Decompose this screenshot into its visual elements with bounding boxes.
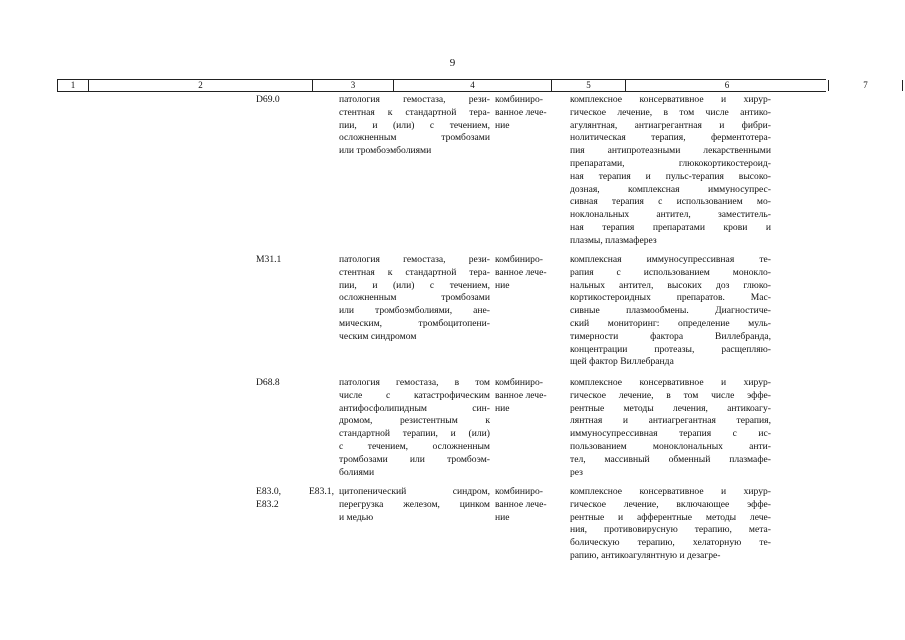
pathology-model-line: стандартной терапии, и (или) [339, 428, 490, 440]
treatment-method-line: комплексное консервативное и хирур- [570, 94, 771, 105]
pathology-model-line: тромбозами или тромбоэм- [339, 453, 490, 465]
treatment-method-line: сивная терапия с использованием мо- [570, 196, 771, 208]
treatment-method-line: плазмы, плазмаферез [570, 234, 657, 246]
treatment-method-line: ский мониторинг: определение муль- [570, 317, 771, 329]
pathology-model-line: мическим, тромбоцитопени- [339, 317, 490, 329]
treatment-method-line: сивные плазмообмены. Диагностиче- [570, 305, 771, 317]
treatment-method-line: нолитическая терапия, ферментотера- [570, 132, 771, 144]
treatment-type-line: ние [495, 279, 510, 291]
column-header-7: 7 [828, 80, 903, 91]
treatment-type-line: ние [495, 511, 510, 523]
pathology-model-line: стентная к стандартной тера- [339, 106, 490, 118]
treatment-method-line: лянтная и антиагрегантная терапия, [570, 415, 771, 427]
pathology-model-line: антифосфолипидным син- [339, 402, 490, 414]
diagnosis-code-line: D68.8 [256, 377, 280, 388]
treatment-method-line: препаратами, глюкокортикостероид- [570, 157, 771, 169]
treatment-method-line: рапия с использованием моноклo- [570, 266, 771, 278]
treatment-method-line: ноклональных антител, заместитель- [570, 209, 771, 221]
treatment-method-line: комплексное консервативное и хирур- [570, 486, 771, 497]
pathology-model-cell [339, 94, 490, 158]
diagnosis-code-line: E83.0, E83.1, [256, 486, 334, 497]
pathology-model-cell [339, 486, 490, 524]
treatment-type-line: комбиниро- [495, 254, 543, 265]
treatment-type-line: ванное лече- [495, 266, 547, 278]
pathology-model-line: пии, и (или) с течением, [339, 119, 490, 131]
pathology-model-line: числе с катастрофическим [339, 389, 490, 401]
pathology-model-line: осложненным тромбозами [339, 292, 490, 304]
pathology-model-line: пии, и (или) с течением, [339, 279, 490, 291]
pathology-model-line: или тромбоэмболиями [339, 145, 432, 157]
treatment-method-line: нальных антител, высоких доз глюко- [570, 279, 771, 291]
treatment-method-line: гическое лечение, включающее эффе- [570, 498, 771, 510]
treatment-type-line: ние [495, 402, 510, 414]
treatment-type-cell [495, 486, 567, 524]
treatment-method-line: гическое лечение, в том числе эффе- [570, 389, 771, 401]
column-header-4: 4 [393, 80, 551, 91]
treatment-type-cell [495, 94, 567, 132]
treatment-method-line: ния, противовирусную терапию, мета- [570, 524, 771, 536]
treatment-method-line: тел, массивный обменный плазмафе- [570, 453, 771, 465]
page-number: 9 [449, 57, 456, 69]
treatment-type-cell [495, 254, 567, 292]
pathology-model-line: болиями [339, 466, 375, 478]
treatment-type-line: комбиниро- [495, 486, 543, 497]
treatment-method-line: тимерности фактора Виллебранда, [570, 330, 771, 342]
treatment-method-line: щей фактор Виллебранда [570, 356, 674, 368]
treatment-method-line: комплексная иммуносупрессивная те- [570, 254, 771, 265]
treatment-method-line: концентрации протеазы, расщепляю- [570, 343, 771, 355]
treatment-method-line: ная терапия препаратами крови и [570, 221, 771, 233]
treatment-type-line: ванное лече- [495, 498, 547, 510]
pathology-model-line: и медью [339, 511, 374, 523]
treatment-type-line: ванное лече- [495, 389, 547, 401]
treatment-method-line: рапию, антикоагулянтную и дезагре- [570, 549, 721, 561]
treatment-method-line: пия антипротеазными лекарственными [570, 145, 771, 157]
pathology-model-line: патология гемостаза, в том [339, 377, 490, 388]
treatment-method-line: агулянтная, антиагрегантная и фибри- [570, 119, 771, 131]
diagnosis-code-cell [256, 377, 334, 390]
pathology-model-line: осложненным тромбозами [339, 132, 490, 144]
treatment-method-line: комплексное консервативное и хирур- [570, 377, 771, 388]
treatment-method-cell [570, 254, 771, 369]
column-header-6: 6 [625, 80, 828, 91]
treatment-type-line: комбиниро- [495, 377, 543, 388]
pathology-model-line: патология гемостаза, рези- [339, 94, 490, 105]
pathology-model-line: или тромбоэмболиями, ане- [339, 305, 490, 317]
pathology-model-line: с течением, осложненным [339, 440, 490, 452]
treatment-method-line: болическую терапию, хелаторную те- [570, 537, 771, 549]
treatment-method-line: гическое лечение, в том числе антико- [570, 106, 771, 118]
pathology-model-line: цитопенический синдром, [339, 486, 490, 497]
pathology-model-cell [339, 254, 490, 344]
table-header [57, 79, 868, 92]
diagnosis-code-cell [256, 486, 334, 512]
column-header-3: 3 [312, 80, 393, 91]
treatment-method-line: пользованием моноклональных анти- [570, 440, 771, 452]
diagnosis-code-line: E83.2 [256, 498, 279, 510]
pathology-model-line: патология гемостаза, рези- [339, 254, 490, 265]
diagnosis-code-cell [256, 254, 334, 267]
treatment-method-line: рентные методы лечения, антикоагу- [570, 402, 771, 414]
pathology-model-line: стентная к стандартной тера- [339, 266, 490, 278]
treatment-type-line: ванное лече- [495, 106, 547, 118]
diagnosis-code-line: D69.0 [256, 94, 280, 105]
diagnosis-code-cell [256, 94, 334, 107]
treatment-method-line: иммуносупрессивная терапия с ис- [570, 428, 771, 440]
treatment-method-cell [570, 377, 771, 479]
treatment-type-line: ние [495, 119, 510, 131]
treatment-type-line: комбиниро- [495, 94, 543, 105]
pathology-model-line: ческим синдромом [339, 330, 417, 342]
treatment-method-line: кортикостероидных препаратов. Мас- [570, 292, 771, 304]
treatment-type-cell [495, 377, 567, 415]
pathology-model-cell [339, 377, 490, 479]
treatment-method-cell [570, 94, 771, 248]
diagnosis-code-line: M31.1 [256, 254, 282, 265]
treatment-method-cell [570, 486, 771, 563]
treatment-method-line: ная терапия и пульс-терапия высоко- [570, 170, 771, 182]
pathology-model-line: перегрузка железом, цинком [339, 498, 490, 510]
pathology-model-line: дромом, резистентным к [339, 415, 490, 427]
column-header-2: 2 [88, 80, 312, 91]
treatment-method-line: дозная, комплексная иммуносупрес- [570, 183, 771, 195]
treatment-method-line: рез [570, 466, 583, 478]
treatment-method-line: рентные и афферентные методы лече- [570, 511, 771, 523]
column-header-5: 5 [551, 80, 625, 91]
column-header-1: 1 [57, 80, 88, 91]
